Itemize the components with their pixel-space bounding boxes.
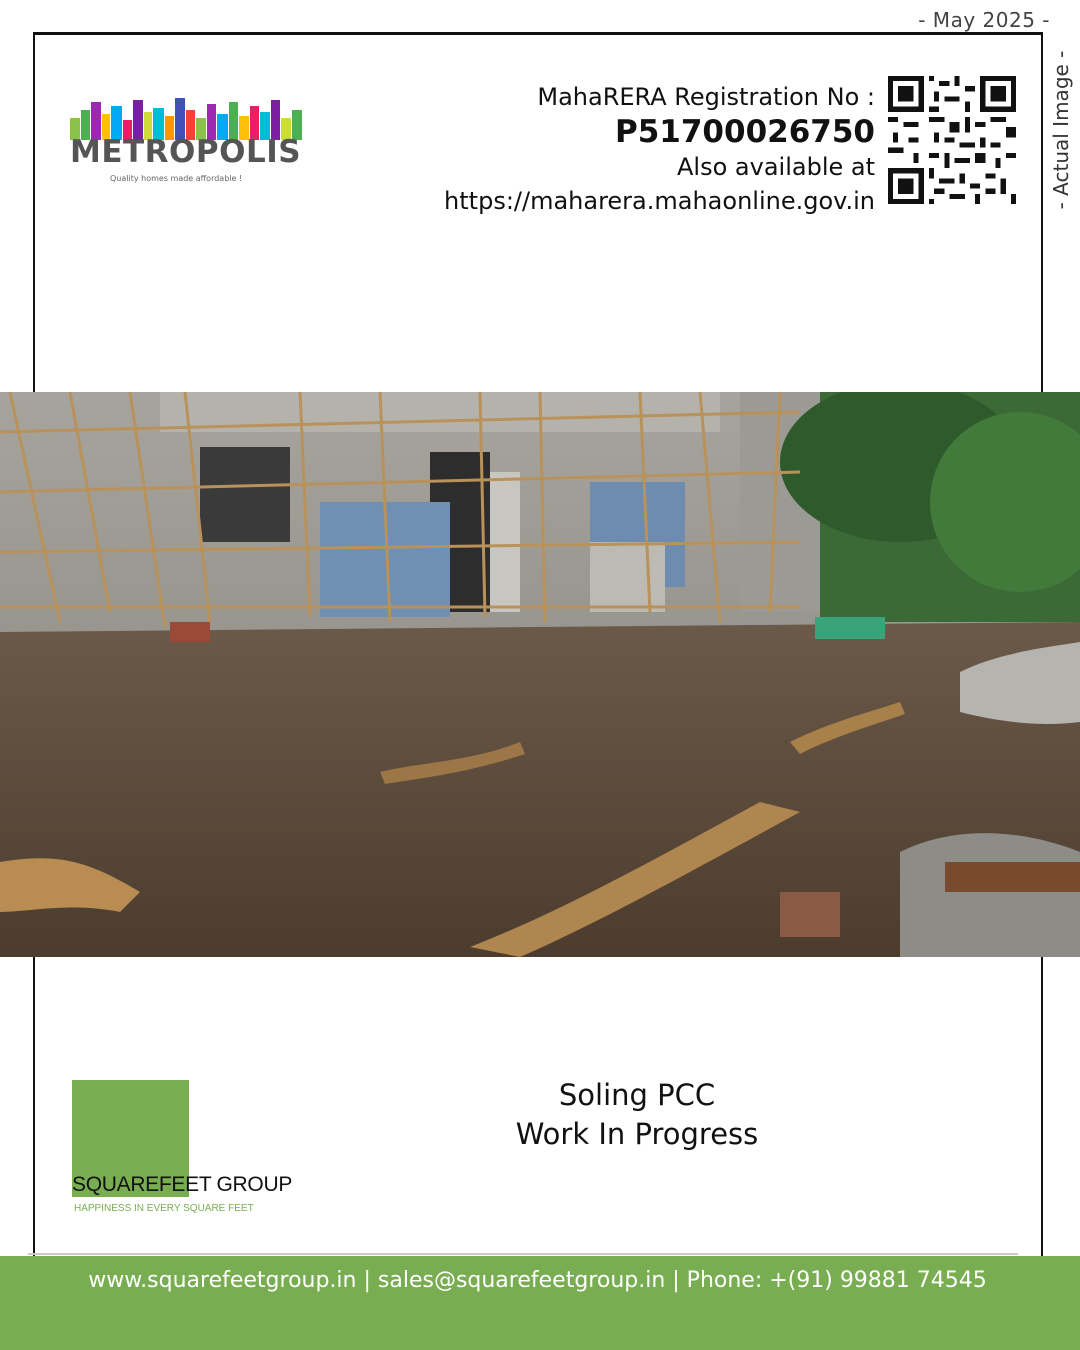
squarefeet-group-logo — [72, 1074, 293, 1219]
rera-available-label: Also available at — [677, 153, 875, 181]
qr-code-icon — [888, 76, 1016, 204]
developer-name-secondary: GROUP — [210, 1173, 293, 1196]
brand-tagline: Quality homes made affordable ! — [110, 174, 243, 183]
caption-line-2: Work In Progress — [515, 1117, 759, 1151]
construction-site-photo — [0, 392, 1080, 957]
date-label: - May 2025 - — [918, 8, 1050, 32]
rera-url[interactable]: https://maharera.mahaonline.gov.in — [444, 187, 875, 215]
footer-contact-info[interactable]: www.squarefeetgroup.in | sales@squarefeetgroup.in | Phone: +(91) 99881 74545 — [88, 1268, 987, 1293]
rera-label: MahaRERA Registration No : — [537, 83, 875, 111]
developer-tagline: HAPPINESS IN EVERY SQUARE FEET — [74, 1203, 254, 1214]
actual-image-label: - Actual Image - — [1049, 50, 1073, 210]
developer-name — [72, 1173, 292, 1197]
brand-name: METROPOLIS — [70, 134, 302, 170]
progress-caption — [437, 1076, 837, 1154]
caption-line-1: Soling PCC — [558, 1078, 716, 1112]
rera-block — [444, 80, 875, 218]
rera-number: P51700026750 — [615, 114, 875, 150]
footer-bar — [0, 1256, 1080, 1350]
metropolis-logo — [68, 96, 308, 188]
developer-name-primary: SQUAREFEET — [72, 1173, 211, 1196]
frame-top-border — [33, 32, 1043, 35]
footer-divider — [28, 1253, 1018, 1255]
